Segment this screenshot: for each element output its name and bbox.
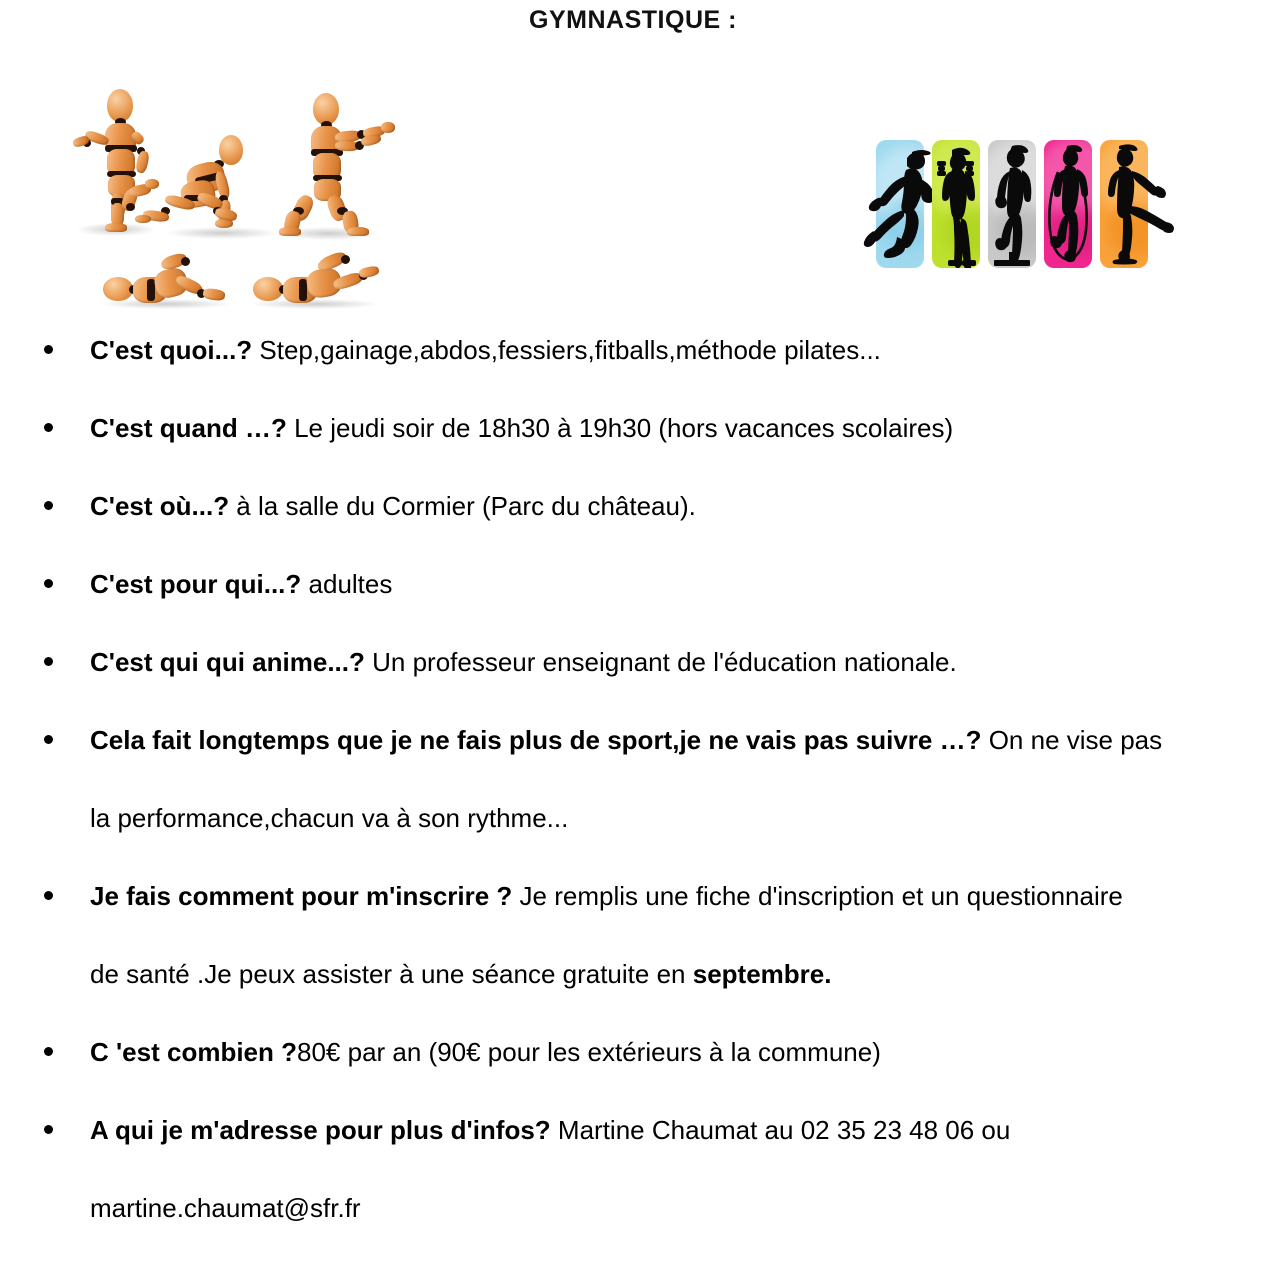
bullet-continuation: de santé .Je peux assister à une séance gratuite en <box>90 959 693 989</box>
wooden-mannequins-image <box>75 85 415 315</box>
bullet-lead: A qui je m'adresse pour plus d'infos? <box>90 1115 551 1145</box>
list-item-continuation <box>0 798 1266 876</box>
bullet-lead: C'est qui qui anime...? <box>90 647 365 677</box>
bullet-lead: Cela fait longtemps que je ne fais plus de sport,je ne vais pas suivre …? <box>90 725 982 755</box>
list-item <box>0 720 1266 798</box>
bullet-lead: C'est pour qui...? <box>90 569 302 599</box>
bullet-dot-icon <box>44 501 53 510</box>
list-item <box>0 330 1266 408</box>
running-silhouette-icon <box>860 140 908 268</box>
bullet-dot-icon <box>44 1047 53 1056</box>
bullet-dot-icon <box>44 423 53 432</box>
jump-rope-silhouette-icon <box>1044 140 1092 268</box>
kick-silhouette-icon <box>1100 140 1148 268</box>
bullet-rest: adultes <box>301 569 393 599</box>
page-title: GYMNASTIQUE : <box>529 6 737 34</box>
list-item <box>0 642 1266 720</box>
bullet-lead: C 'est combien ? <box>90 1037 297 1067</box>
list-item <box>0 876 1266 954</box>
bullet-dot-icon <box>44 891 53 900</box>
bullet-lead: C'est quand …? <box>90 413 287 443</box>
bullet-continuation-emphasis: septembre. <box>692 959 832 989</box>
bullet-rest: Step,gainage,abdos,fessiers,fitballs,méthode pilates... <box>252 335 881 365</box>
step-aerobics-silhouette-icon <box>988 140 1036 268</box>
bullet-lead: Je fais comment pour m'inscrire ? <box>90 881 513 911</box>
bullet-dot-icon <box>44 579 53 588</box>
images-row <box>0 80 1266 320</box>
bullet-rest: 80€ par an (90€ pour les extérieurs à la commune) <box>297 1037 881 1067</box>
bullet-dot-icon <box>44 345 53 354</box>
bullet-rest: Je remplis une fiche d'inscription et un questionnaire <box>512 881 1123 911</box>
bullet-rest: à la salle du Cormier (Parc du château). <box>229 491 696 521</box>
fitness-silhouettes-banner <box>868 140 1168 275</box>
list-item <box>0 1110 1266 1188</box>
bullet-lead: C'est quoi...? <box>90 335 253 365</box>
list-item <box>0 1032 1266 1110</box>
list-item <box>0 486 1266 564</box>
bullet-continuation: la performance,chacun va à son rythme... <box>90 803 569 833</box>
contact-email[interactable]: martine.chaumat@sfr.fr <box>90 1193 361 1223</box>
bullet-rest: Martine Chaumat au 02 35 23 48 06 ou <box>550 1115 1011 1145</box>
list-item-continuation <box>0 954 1266 1032</box>
bullet-lead: C'est où...? <box>90 491 230 521</box>
dumbbells-silhouette-icon <box>932 140 980 268</box>
list-item-continuation <box>0 1188 1266 1266</box>
bullet-rest: Un professeur enseignant de l'éducation nationale. <box>364 647 957 677</box>
bullet-rest: Le jeudi soir de 18h30 à 19h30 (hors vacances scolaires) <box>286 413 954 443</box>
list-item <box>0 564 1266 642</box>
bullet-dot-icon <box>44 1125 53 1134</box>
list-item <box>0 408 1266 486</box>
bullet-list <box>0 330 1266 1266</box>
bullet-dot-icon <box>44 657 53 666</box>
bullet-dot-icon <box>44 735 53 744</box>
bullet-rest: On ne vise pas <box>981 725 1163 755</box>
